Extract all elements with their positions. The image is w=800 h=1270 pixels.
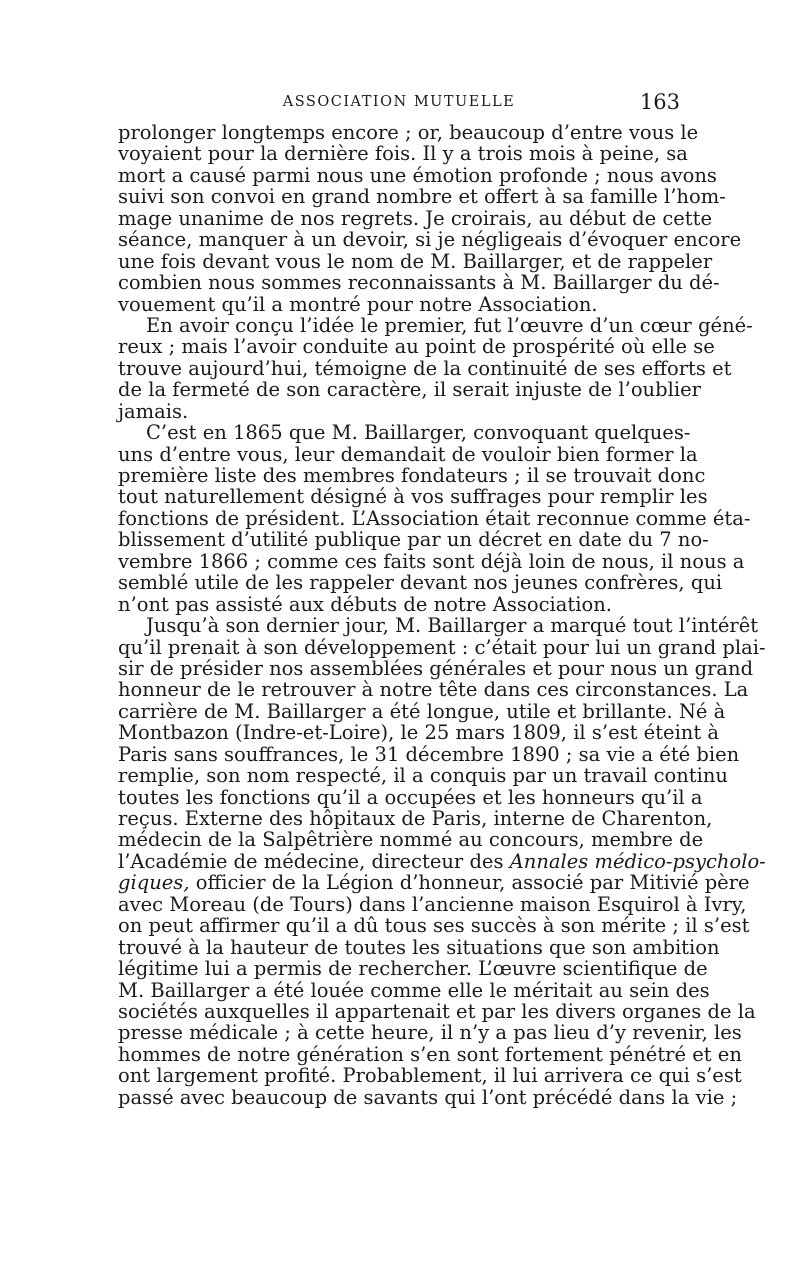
- text-line: [118, 614, 759, 638]
- page-number: 163: [639, 90, 680, 114]
- body-text: [118, 121, 766, 1109]
- text-line: [118, 228, 742, 252]
- text-line: [118, 142, 688, 166]
- text-line: [118, 464, 706, 487]
- text-line: [118, 1064, 742, 1088]
- line-text: blissement d’utilité publique par un décret en date du 7 no-: [118, 528, 709, 552]
- text-line: [118, 571, 723, 595]
- text-line: [118, 1085, 738, 1109]
- text-line: [118, 335, 715, 359]
- line-text: trouve aujourd’hui, témoigne de la continuité de ses efforts et: [118, 356, 732, 380]
- line-text: vouement qu’il a montré pour notre Association.: [118, 292, 598, 316]
- line-text: fonctions de président. L’Association était reconnue comme éta-: [118, 506, 751, 530]
- text-line: [118, 935, 720, 959]
- text-line: [118, 742, 740, 766]
- line-text: ont largement profité. Probablement, il lui arrivera ce qui s’est: [118, 1064, 742, 1088]
- text-line: [118, 356, 732, 380]
- text-line: [118, 249, 713, 273]
- line-text: qu’il prenait à son développement : c’était pour lui un grand plai-: [118, 635, 766, 659]
- line-text: sociétés auxquelles il appartenait et par les divers organes de la: [118, 999, 756, 1023]
- text-line: [118, 506, 751, 530]
- text-line: [118, 999, 756, 1023]
- text-line: [118, 828, 704, 852]
- text-line: [118, 121, 699, 144]
- text-line: [118, 442, 698, 466]
- text-line: [118, 785, 703, 809]
- italic-title: Annales médico-psycholo-: [509, 849, 766, 873]
- line-text: jamais.: [118, 399, 189, 423]
- page-header: [118, 90, 680, 116]
- text-line: [118, 421, 691, 445]
- text-line: [118, 678, 749, 702]
- text-line: [118, 721, 720, 745]
- text-line: [118, 594, 680, 615]
- text-line: [118, 764, 728, 788]
- line-text: de la fermeté de son caractère, il serait injuste de l’oublier: [118, 378, 701, 402]
- line-text: presse médicale ; à cette heure, il n’y a pas lieu d’y revenir, les: [118, 1021, 742, 1045]
- line-text: Montbazon (Indre-et-Loire), le 25 mars 1809, il s’est éteint à: [118, 721, 720, 745]
- text-line: [118, 401, 680, 422]
- line-text: sir de présider nos assemblées générales et pour nous un grand: [118, 656, 754, 680]
- text-line: [118, 871, 750, 895]
- line-text: C’est en 1865 que M. Baillarger, convoquant quelques-: [146, 421, 691, 445]
- text-line: [118, 807, 713, 830]
- line-text: honneur de le retrouver à notre tête dans ces circonstances. La: [118, 678, 749, 702]
- text-line: [118, 849, 766, 873]
- line-text: l’Académie de médecine, directeur des: [118, 849, 504, 873]
- text-line: [118, 914, 750, 938]
- line-text: avec Moreau (de Tours) dans l’ancienne maison Esquirol à Ivry,: [118, 892, 747, 916]
- text-line: [118, 185, 726, 209]
- text-line: [118, 528, 709, 552]
- line-text: remplie, son nom respecté, il a conquis par un travail continu: [118, 764, 728, 788]
- text-line: [118, 1042, 742, 1066]
- line-text: semblé utile de les rappeler devant nos jeunes confrères, qui: [118, 571, 723, 595]
- line-text: reux ; mais l’avoir conduite au point de prospérité où elle se: [118, 335, 715, 359]
- line-text: prolonger longtemps encore ; or, beaucoup d’entre vous le: [118, 121, 699, 144]
- text-line: [118, 699, 726, 723]
- line-text: uns d’entre vous, leur demandait de vouloir bien former la: [118, 442, 698, 466]
- text-line: [118, 206, 713, 230]
- line-text: Jusqu’à son dernier jour, M. Baillarger a marqué tout l’intérêt: [146, 614, 759, 638]
- text-line: [118, 313, 753, 337]
- text-line: [118, 656, 754, 680]
- text-line: [118, 978, 710, 1002]
- line-text: n’ont pas assisté aux débuts de notre Association.: [118, 592, 612, 616]
- line-text: M. Baillarger a été louée comme elle le méritait au sein des: [118, 978, 710, 1002]
- line-text: passé avec beaucoup de savants qui l’ont précédé dans la vie ;: [118, 1085, 738, 1109]
- line-text: trouvé à la hauteur de toutes les situations que son ambition: [118, 935, 720, 959]
- text-line: [118, 1021, 742, 1045]
- line-text: première liste des membres fondateurs ; il se trouvait donc: [118, 464, 706, 487]
- text-line: [118, 549, 745, 573]
- text-line: [118, 294, 680, 315]
- text-line: [118, 485, 708, 509]
- line-text: reçus. Externe des hôpitaux de Paris, interne de Charenton,: [118, 807, 713, 830]
- italic-title: giques,: [118, 871, 190, 895]
- line-text: une fois devant vous le nom de M. Baillarger, et de rappeler: [118, 249, 713, 273]
- line-text: mage unanime de nos regrets. Je croirais, au début de cette: [118, 206, 713, 230]
- line-text: officier de la Légion d’honneur, associé par Mitivié père: [189, 871, 750, 895]
- line-text: Paris sans souffrances, le 31 décembre 1890 ; sa vie a été bien: [118, 742, 740, 766]
- text-line: [118, 378, 701, 402]
- text-line: [118, 892, 747, 916]
- line-text: combien nous sommes reconnaissants à M. Baillarger du dé-: [118, 271, 720, 295]
- line-text: hommes de notre génération s’en sont fortement pénétré et en: [118, 1042, 742, 1066]
- line-text: mort a causé parmi nous une émotion profonde ; nous avons: [118, 163, 717, 187]
- line-text: vembre 1866 ; comme ces faits sont déjà loin de nous, il nous a: [118, 549, 745, 573]
- line-text: légitime lui a permis de rechercher. L’œuvre scientifique de: [118, 957, 708, 981]
- line-text: on peut affirmer qu’il a dû tous ses succès à son mérite ; il s’est: [118, 914, 750, 938]
- text-line: [118, 271, 720, 295]
- line-text: En avoir conçu l’idée le premier, fut l’œuvre d’un cœur géné-: [146, 313, 753, 337]
- line-text: tout naturellement désigné à vos suffrages pour remplir les: [118, 485, 708, 509]
- text-line: [118, 635, 766, 659]
- line-text: voyaient pour la dernière fois. Il y a trois mois à peine, sa: [118, 142, 688, 166]
- line-text: suivi son convoi en grand nombre et offert à sa famille l’hom-: [118, 185, 726, 209]
- line-text: toutes les fonctions qu’il a occupées et les honneurs qu’il a: [118, 785, 703, 809]
- line-text: carrière de M. Baillarger a été longue, utile et brillante. Né à: [118, 699, 726, 723]
- running-title: ASSOCIATION MUTUELLE: [282, 94, 516, 110]
- line-text: séance, manquer à un devoir, si je négligeais d’évoquer encore: [118, 228, 742, 252]
- text-line: [118, 163, 717, 187]
- line-text: médecin de la Salpêtrière nommé au concours, membre de: [118, 828, 704, 852]
- text-line: [118, 957, 708, 981]
